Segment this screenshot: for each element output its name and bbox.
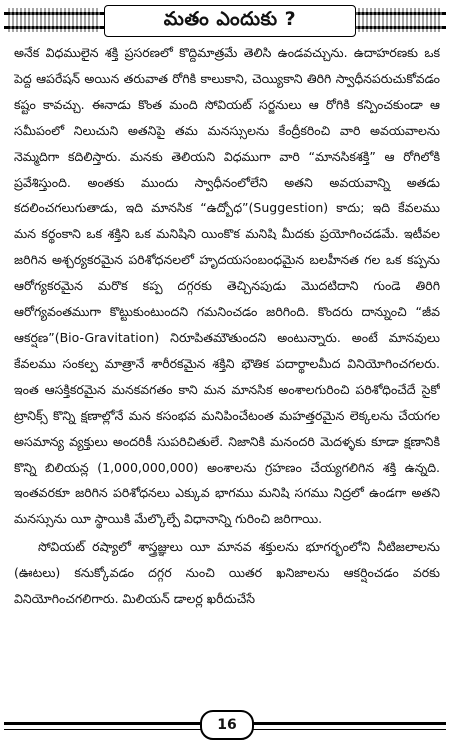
page-body	[14, 40, 440, 700]
chapter-title: మతం ఎందుకు ?	[163, 7, 297, 30]
page-footer	[4, 710, 446, 738]
page-header	[4, 3, 446, 37]
body-paragraph: అనేక విధములైన శక్తి ప్రసరణలో కొద్దిమాత్రమే తెలిసి ఉండవచ్చును. ఉదాహరణకు ఒక పెద్ద ఆపరేషన్ అయిన తరువాత రోగికి కాలుకాని, చెయ్యికాని తిరిగి స్వాధీనపరుచుకోవడం కష్టం కావచ్చు. ఈనాడు కొంత మంది సోవియట్ సర్జనులు ఆ రోగికి కన్పించకుండా ఆ సమీపంలో నిలుచుని అతనిపై తమ మనస్సులను కేంద్రీకరించి వారి అవయవాలను నెమ్మదిగా కదిలిస్తారు. మనకు తెలియని విధముగా వారి “మానసికశక్తి” ఆ రోగిలోకి ప్రవేశిస్తుంది. అంతకు ముందు స్వాధీనంలోలేని అతని అవయవాన్ని అతడు కదలించగలుగుతాడు, ఇది మానసిక “ఉద్బోధ”(Suggestion) కాదు; ఇది కేవలము మన కర్థంకాని ఒక శక్తిని ఒక మనిషిని యింకొక మనిషి మీదకు ప్రయోగించడమే. ఇటీవల జరిగిన అశ్చర్యకరమైన పరిశోధనలలో హృదయసంబంధమైన బలహీనత గల ఒక కప్పను ఆరోగ్యకరమైన మరొక కప్ప దగ్గరకు తెచ్చినపుడు మొదటిదాని గుండె తిరిగి ఆరోగ్యవంతముగా కొట్టుకుంటుందని గమనించడం జరిగింది. కొందరు దాన్నుంచి “జీవ ఆకర్షణ”(Bio-Gravitation) నిరూపితమౌతుందని అంటున్నారు. అంటే మానవులు కేవలము సంకల్ప మాత్రానే శారీరకమైన శక్తిని భౌతిక పదార్థాలమీద వినియోగించగలరు. ఇంత ఆసక్తికరమైన మనకవగతం కాని మన మానసిక అంశాలగురించి పరిశోధించేదే సైకో ట్రానిక్స్ కొన్ని క్షణాల్లోనే మన కసంభవ మనిపించేటంత మహత్తరమైన లెక్కలను చేయగల అసమాన్య వ్యక్తులు అందరికీ సుపరిచితులే. నిజానికి మనందరి మెదళ్ళకు కూడా క్షణానికి కొన్ని బిలియన్ల (1,000,000,000) అంశాలను గ్రహణం చేయ్యగలిగిన శక్తి ఉన్నది. ఇంతవరకూ జరిగిన పరిశోధనలు ఎక్కువ భాగము మనిషి సగము నిద్రలో ఉండగా అతని మనస్సును యీ స్థాయికి మేల్కొల్పే విధానాన్ని గురించి జరిగాయి.	[14, 45, 440, 527]
page-number: 16	[200, 710, 254, 740]
header-pattern-left	[8, 8, 100, 32]
header-pattern-right	[350, 8, 442, 32]
body-paragraph: సోవియట్ రష్యాలో శాస్త్రజ్ఞులు యీ మానవ శక్తులను భూగర్భంలోని నీటిజలాలను (ఊటలు) కనుక్కోవడం దగ్గర నుంచి యితర ఖనిజాలను ఆకర్షించడం వరకు వినియోగించగలిగారు. మిలియన్ డాలర్ల ఖరీదుచేసే	[14, 539, 440, 607]
chapter-title-box	[104, 5, 356, 37]
